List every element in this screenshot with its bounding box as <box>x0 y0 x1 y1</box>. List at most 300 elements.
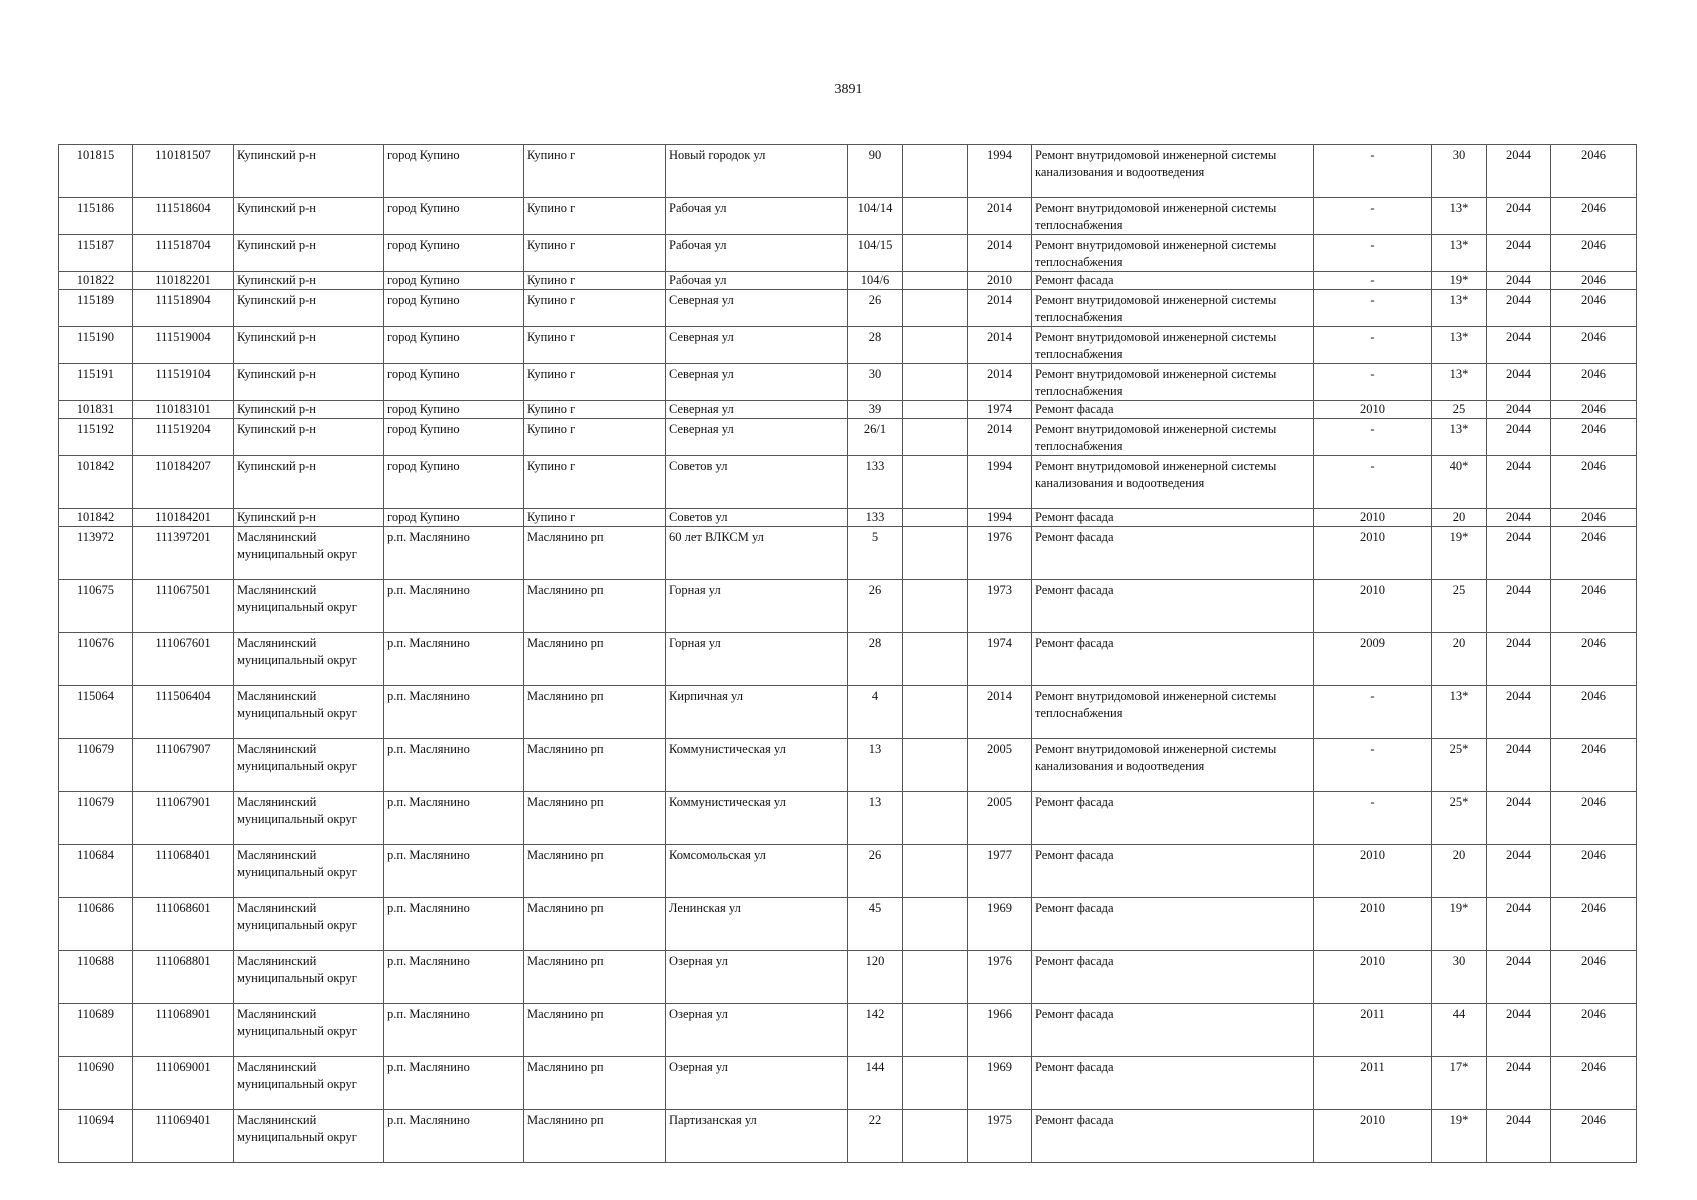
locality-cell: Маслянино рп <box>524 739 666 792</box>
last-repair-year-cell: 2010 <box>1314 951 1432 1004</box>
locality-cell: Маслянино рп <box>524 686 666 739</box>
street-cell: Коммунистическая ул <box>666 792 848 845</box>
empty-cell <box>903 145 968 198</box>
object-code-cell: 111518904 <box>133 290 234 327</box>
page-number: 3891 <box>834 82 863 97</box>
work-type-cell: Ремонт фасада <box>1032 792 1314 845</box>
table-row <box>59 633 1637 686</box>
planned-start-year-cell: 2044 <box>1487 401 1551 419</box>
commissioning-year-cell: 1969 <box>968 898 1032 951</box>
house-number-cell: 133 <box>848 456 903 509</box>
table-row <box>59 739 1637 792</box>
table-row <box>59 1057 1637 1110</box>
locality-cell: Купино г <box>524 327 666 364</box>
wear-percent-cell: 19* <box>1432 898 1487 951</box>
planned-end-year-cell: 2046 <box>1551 527 1637 580</box>
object-id-cell: 115064 <box>59 686 133 739</box>
table-row <box>59 290 1637 327</box>
municipality-cell: город Купино <box>384 419 524 456</box>
last-repair-year-cell: 2010 <box>1314 898 1432 951</box>
house-number-cell: 133 <box>848 509 903 527</box>
table-row <box>59 272 1637 290</box>
house-number-cell: 26/1 <box>848 419 903 456</box>
work-type-cell: Ремонт внутридомовой инженерной системы канализования и водоотведения <box>1032 456 1314 509</box>
planned-start-year-cell: 2044 <box>1487 527 1551 580</box>
work-type-cell: Ремонт фасада <box>1032 1004 1314 1057</box>
planned-end-year-cell: 2046 <box>1551 1004 1637 1057</box>
locality-cell: Купино г <box>524 456 666 509</box>
empty-cell <box>903 580 968 633</box>
last-repair-year-cell: 2010 <box>1314 845 1432 898</box>
street-cell: Партизанская ул <box>666 1110 848 1163</box>
planned-end-year-cell: 2046 <box>1551 1110 1637 1163</box>
table-row <box>59 419 1637 456</box>
commissioning-year-cell: 1975 <box>968 1110 1032 1163</box>
last-repair-year-cell: 2011 <box>1314 1004 1432 1057</box>
object-code-cell: 111518704 <box>133 235 234 272</box>
street-cell: Коммунистическая ул <box>666 739 848 792</box>
empty-cell <box>903 898 968 951</box>
house-number-cell: 144 <box>848 1057 903 1110</box>
street-cell: Советов ул <box>666 509 848 527</box>
object-code-cell: 111069001 <box>133 1057 234 1110</box>
object-id-cell: 110694 <box>59 1110 133 1163</box>
wear-percent-cell: 40* <box>1432 456 1487 509</box>
object-code-cell: 111068401 <box>133 845 234 898</box>
planned-end-year-cell: 2046 <box>1551 509 1637 527</box>
planned-start-year-cell: 2044 <box>1487 198 1551 235</box>
object-id-cell: 110676 <box>59 633 133 686</box>
object-code-cell: 111397201 <box>133 527 234 580</box>
empty-cell <box>903 686 968 739</box>
table-row <box>59 792 1637 845</box>
object-id-cell: 110675 <box>59 580 133 633</box>
district-cell: Купинский р-н <box>234 364 384 401</box>
house-number-cell: 26 <box>848 845 903 898</box>
house-number-cell: 142 <box>848 1004 903 1057</box>
commissioning-year-cell: 1974 <box>968 633 1032 686</box>
object-id-cell: 110679 <box>59 739 133 792</box>
municipality-cell: р.п. Маслянино <box>384 1057 524 1110</box>
municipality-cell: р.п. Маслянино <box>384 1004 524 1057</box>
municipality-cell: город Купино <box>384 272 524 290</box>
district-cell: Маслянинский муниципальный округ <box>234 845 384 898</box>
district-cell: Купинский р-н <box>234 145 384 198</box>
work-type-cell: Ремонт внутридомовой инженерной системы канализования и водоотведения <box>1032 145 1314 198</box>
planned-start-year-cell: 2044 <box>1487 951 1551 1004</box>
table-row <box>59 456 1637 509</box>
wear-percent-cell: 19* <box>1432 1110 1487 1163</box>
district-cell: Купинский р-н <box>234 327 384 364</box>
work-type-cell: Ремонт фасада <box>1032 951 1314 1004</box>
last-repair-year-cell: 2010 <box>1314 527 1432 580</box>
commissioning-year-cell: 1994 <box>968 456 1032 509</box>
table-row <box>59 1004 1637 1057</box>
last-repair-year-cell: 2010 <box>1314 580 1432 633</box>
object-code-cell: 111068601 <box>133 898 234 951</box>
work-type-cell: Ремонт фасада <box>1032 1057 1314 1110</box>
planned-end-year-cell: 2046 <box>1551 145 1637 198</box>
empty-cell <box>903 419 968 456</box>
locality-cell: Маслянино рп <box>524 633 666 686</box>
last-repair-year-cell: - <box>1314 792 1432 845</box>
object-id-cell: 101831 <box>59 401 133 419</box>
locality-cell: Купино г <box>524 401 666 419</box>
wear-percent-cell: 25* <box>1432 739 1487 792</box>
street-cell: Северная ул <box>666 401 848 419</box>
street-cell: Советов ул <box>666 456 848 509</box>
work-type-cell: Ремонт фасада <box>1032 845 1314 898</box>
planned-end-year-cell: 2046 <box>1551 580 1637 633</box>
object-code-cell: 110183101 <box>133 401 234 419</box>
table-row <box>59 364 1637 401</box>
planned-end-year-cell: 2046 <box>1551 845 1637 898</box>
commissioning-year-cell: 1977 <box>968 845 1032 898</box>
locality-cell: Купино г <box>524 509 666 527</box>
object-code-cell: 111068901 <box>133 1004 234 1057</box>
object-id-cell: 110689 <box>59 1004 133 1057</box>
planned-end-year-cell: 2046 <box>1551 951 1637 1004</box>
wear-percent-cell: 25* <box>1432 792 1487 845</box>
municipality-cell: город Купино <box>384 401 524 419</box>
municipality-cell: город Купино <box>384 198 524 235</box>
commissioning-year-cell: 2014 <box>968 235 1032 272</box>
street-cell: Озерная ул <box>666 951 848 1004</box>
planned-end-year-cell: 2046 <box>1551 290 1637 327</box>
municipality-cell: р.п. Маслянино <box>384 739 524 792</box>
object-id-cell: 115186 <box>59 198 133 235</box>
planned-end-year-cell: 2046 <box>1551 898 1637 951</box>
planned-start-year-cell: 2044 <box>1487 327 1551 364</box>
house-number-cell: 39 <box>848 401 903 419</box>
table-row <box>59 686 1637 739</box>
district-cell: Маслянинский муниципальный округ <box>234 1057 384 1110</box>
municipality-cell: р.п. Маслянино <box>384 1110 524 1163</box>
object-code-cell: 111069401 <box>133 1110 234 1163</box>
commissioning-year-cell: 2005 <box>968 739 1032 792</box>
object-code-cell: 111067601 <box>133 633 234 686</box>
locality-cell: Маслянино рп <box>524 951 666 1004</box>
house-number-cell: 45 <box>848 898 903 951</box>
last-repair-year-cell: - <box>1314 327 1432 364</box>
municipality-cell: город Купино <box>384 509 524 527</box>
last-repair-year-cell: - <box>1314 272 1432 290</box>
planned-end-year-cell: 2046 <box>1551 456 1637 509</box>
municipality-cell: город Купино <box>384 145 524 198</box>
locality-cell: Маслянино рп <box>524 1057 666 1110</box>
registry-table <box>58 144 1637 1163</box>
wear-percent-cell: 13* <box>1432 364 1487 401</box>
object-id-cell: 101842 <box>59 456 133 509</box>
house-number-cell: 28 <box>848 327 903 364</box>
house-number-cell: 104/6 <box>848 272 903 290</box>
locality-cell: Маслянино рп <box>524 527 666 580</box>
wear-percent-cell: 44 <box>1432 1004 1487 1057</box>
empty-cell <box>903 509 968 527</box>
last-repair-year-cell: 2009 <box>1314 633 1432 686</box>
table-row <box>59 509 1637 527</box>
district-cell: Купинский р-н <box>234 401 384 419</box>
object-id-cell: 115192 <box>59 419 133 456</box>
district-cell: Купинский р-н <box>234 290 384 327</box>
wear-percent-cell: 30 <box>1432 145 1487 198</box>
municipality-cell: р.п. Маслянино <box>384 951 524 1004</box>
district-cell: Маслянинский муниципальный округ <box>234 792 384 845</box>
municipality-cell: р.п. Маслянино <box>384 686 524 739</box>
municipality-cell: р.п. Маслянино <box>384 580 524 633</box>
commissioning-year-cell: 1976 <box>968 527 1032 580</box>
wear-percent-cell: 13* <box>1432 198 1487 235</box>
planned-start-year-cell: 2044 <box>1487 739 1551 792</box>
object-id-cell: 101815 <box>59 145 133 198</box>
commissioning-year-cell: 1966 <box>968 1004 1032 1057</box>
locality-cell: Маслянино рп <box>524 580 666 633</box>
planned-start-year-cell: 2044 <box>1487 364 1551 401</box>
empty-cell <box>903 527 968 580</box>
district-cell: Маслянинский муниципальный округ <box>234 580 384 633</box>
street-cell: Кирпичная ул <box>666 686 848 739</box>
house-number-cell: 28 <box>848 633 903 686</box>
planned-start-year-cell: 2044 <box>1487 1004 1551 1057</box>
last-repair-year-cell: - <box>1314 235 1432 272</box>
empty-cell <box>903 951 968 1004</box>
wear-percent-cell: 13* <box>1432 419 1487 456</box>
municipality-cell: город Купино <box>384 364 524 401</box>
planned-start-year-cell: 2044 <box>1487 633 1551 686</box>
planned-start-year-cell: 2044 <box>1487 145 1551 198</box>
planned-start-year-cell: 2044 <box>1487 1057 1551 1110</box>
commissioning-year-cell: 2014 <box>968 327 1032 364</box>
commissioning-year-cell: 2014 <box>968 290 1032 327</box>
object-id-cell: 115189 <box>59 290 133 327</box>
work-type-cell: Ремонт фасада <box>1032 509 1314 527</box>
municipality-cell: р.п. Маслянино <box>384 633 524 686</box>
planned-end-year-cell: 2046 <box>1551 739 1637 792</box>
object-id-cell: 110679 <box>59 792 133 845</box>
last-repair-year-cell: 2010 <box>1314 509 1432 527</box>
object-code-cell: 110181507 <box>133 145 234 198</box>
planned-start-year-cell: 2044 <box>1487 1110 1551 1163</box>
work-type-cell: Ремонт фасада <box>1032 580 1314 633</box>
wear-percent-cell: 20 <box>1432 845 1487 898</box>
object-code-cell: 111067907 <box>133 739 234 792</box>
work-type-cell: Ремонт фасада <box>1032 401 1314 419</box>
street-cell: Озерная ул <box>666 1004 848 1057</box>
empty-cell <box>903 364 968 401</box>
locality-cell: Маслянино рп <box>524 792 666 845</box>
table-row <box>59 845 1637 898</box>
house-number-cell: 26 <box>848 290 903 327</box>
planned-start-year-cell: 2044 <box>1487 272 1551 290</box>
table-row <box>59 951 1637 1004</box>
work-type-cell: Ремонт фасада <box>1032 1110 1314 1163</box>
work-type-cell: Ремонт внутридомовой инженерной системы теплоснабжения <box>1032 198 1314 235</box>
work-type-cell: Ремонт внутридомовой инженерной системы канализования и водоотведения <box>1032 739 1314 792</box>
district-cell: Маслянинский муниципальный округ <box>234 527 384 580</box>
table-row <box>59 235 1637 272</box>
planned-end-year-cell: 2046 <box>1551 272 1637 290</box>
wear-percent-cell: 19* <box>1432 527 1487 580</box>
object-id-cell: 101822 <box>59 272 133 290</box>
empty-cell <box>903 235 968 272</box>
table-row <box>59 1110 1637 1163</box>
house-number-cell: 5 <box>848 527 903 580</box>
planned-start-year-cell: 2044 <box>1487 686 1551 739</box>
work-type-cell: Ремонт фасада <box>1032 527 1314 580</box>
house-number-cell: 104/15 <box>848 235 903 272</box>
planned-start-year-cell: 2044 <box>1487 792 1551 845</box>
table-row <box>59 527 1637 580</box>
house-number-cell: 30 <box>848 364 903 401</box>
commissioning-year-cell: 2010 <box>968 272 1032 290</box>
commissioning-year-cell: 2014 <box>968 686 1032 739</box>
empty-cell <box>903 739 968 792</box>
work-type-cell: Ремонт внутридомовой инженерной системы теплоснабжения <box>1032 235 1314 272</box>
object-id-cell: 101842 <box>59 509 133 527</box>
planned-start-year-cell: 2044 <box>1487 419 1551 456</box>
planned-start-year-cell: 2044 <box>1487 580 1551 633</box>
planned-end-year-cell: 2046 <box>1551 327 1637 364</box>
district-cell: Маслянинский муниципальный округ <box>234 898 384 951</box>
house-number-cell: 22 <box>848 1110 903 1163</box>
work-type-cell: Ремонт фасада <box>1032 898 1314 951</box>
empty-cell <box>903 198 968 235</box>
object-id-cell: 115187 <box>59 235 133 272</box>
planned-end-year-cell: 2046 <box>1551 198 1637 235</box>
object-id-cell: 115191 <box>59 364 133 401</box>
district-cell: Купинский р-н <box>234 509 384 527</box>
municipality-cell: город Купино <box>384 327 524 364</box>
last-repair-year-cell: - <box>1314 198 1432 235</box>
municipality-cell: город Купино <box>384 290 524 327</box>
street-cell: Северная ул <box>666 290 848 327</box>
wear-percent-cell: 13* <box>1432 235 1487 272</box>
object-id-cell: 110688 <box>59 951 133 1004</box>
street-cell: Рабочая ул <box>666 235 848 272</box>
object-code-cell: 110184201 <box>133 509 234 527</box>
planned-start-year-cell: 2044 <box>1487 235 1551 272</box>
last-repair-year-cell: - <box>1314 686 1432 739</box>
table-row <box>59 580 1637 633</box>
table-row <box>59 198 1637 235</box>
district-cell: Маслянинский муниципальный округ <box>234 1004 384 1057</box>
street-cell: Северная ул <box>666 327 848 364</box>
house-number-cell: 13 <box>848 739 903 792</box>
planned-start-year-cell: 2044 <box>1487 898 1551 951</box>
wear-percent-cell: 13* <box>1432 327 1487 364</box>
municipality-cell: р.п. Маслянино <box>384 898 524 951</box>
street-cell: Горная ул <box>666 580 848 633</box>
locality-cell: Купино г <box>524 235 666 272</box>
street-cell: Горная ул <box>666 633 848 686</box>
locality-cell: Купино г <box>524 145 666 198</box>
planned-start-year-cell: 2044 <box>1487 456 1551 509</box>
house-number-cell: 104/14 <box>848 198 903 235</box>
municipality-cell: р.п. Маслянино <box>384 527 524 580</box>
object-code-cell: 111519104 <box>133 364 234 401</box>
commissioning-year-cell: 2014 <box>968 419 1032 456</box>
district-cell: Купинский р-н <box>234 456 384 509</box>
planned-end-year-cell: 2046 <box>1551 364 1637 401</box>
work-type-cell: Ремонт внутридомовой инженерной системы теплоснабжения <box>1032 290 1314 327</box>
work-type-cell: Ремонт внутридомовой инженерной системы теплоснабжения <box>1032 419 1314 456</box>
object-id-cell: 115190 <box>59 327 133 364</box>
planned-end-year-cell: 2046 <box>1551 686 1637 739</box>
empty-cell <box>903 633 968 686</box>
commissioning-year-cell: 2005 <box>968 792 1032 845</box>
last-repair-year-cell: - <box>1314 739 1432 792</box>
table-row <box>59 145 1637 198</box>
table-row <box>59 327 1637 364</box>
empty-cell <box>903 792 968 845</box>
last-repair-year-cell: 2010 <box>1314 1110 1432 1163</box>
locality-cell: Маслянино рп <box>524 1004 666 1057</box>
object-code-cell: 111518604 <box>133 198 234 235</box>
district-cell: Маслянинский муниципальный округ <box>234 951 384 1004</box>
locality-cell: Купино г <box>524 272 666 290</box>
work-type-cell: Ремонт внутридомовой инженерной системы теплоснабжения <box>1032 364 1314 401</box>
street-cell: Рабочая ул <box>666 272 848 290</box>
planned-end-year-cell: 2046 <box>1551 235 1637 272</box>
locality-cell: Купино г <box>524 364 666 401</box>
wear-percent-cell: 20 <box>1432 509 1487 527</box>
planned-end-year-cell: 2046 <box>1551 633 1637 686</box>
district-cell: Купинский р-н <box>234 419 384 456</box>
municipality-cell: р.п. Маслянино <box>384 845 524 898</box>
empty-cell <box>903 401 968 419</box>
last-repair-year-cell: 2010 <box>1314 401 1432 419</box>
empty-cell <box>903 456 968 509</box>
house-number-cell: 26 <box>848 580 903 633</box>
object-id-cell: 110686 <box>59 898 133 951</box>
object-code-cell: 111067901 <box>133 792 234 845</box>
work-type-cell: Ремонт фасада <box>1032 272 1314 290</box>
district-cell: Купинский р-н <box>234 198 384 235</box>
locality-cell: Маслянино рп <box>524 845 666 898</box>
empty-cell <box>903 1110 968 1163</box>
planned-start-year-cell: 2044 <box>1487 845 1551 898</box>
house-number-cell: 13 <box>848 792 903 845</box>
wear-percent-cell: 30 <box>1432 951 1487 1004</box>
planned-end-year-cell: 2046 <box>1551 419 1637 456</box>
planned-start-year-cell: 2044 <box>1487 509 1551 527</box>
house-number-cell: 120 <box>848 951 903 1004</box>
table-row <box>59 401 1637 419</box>
commissioning-year-cell: 1994 <box>968 509 1032 527</box>
locality-cell: Маслянино рп <box>524 1110 666 1163</box>
object-code-cell: 111519004 <box>133 327 234 364</box>
district-cell: Маслянинский муниципальный округ <box>234 633 384 686</box>
last-repair-year-cell: 2011 <box>1314 1057 1432 1110</box>
planned-start-year-cell: 2044 <box>1487 290 1551 327</box>
commissioning-year-cell: 1974 <box>968 401 1032 419</box>
empty-cell <box>903 845 968 898</box>
last-repair-year-cell: - <box>1314 419 1432 456</box>
commissioning-year-cell: 1969 <box>968 1057 1032 1110</box>
district-cell: Маслянинский муниципальный округ <box>234 1110 384 1163</box>
street-cell: Озерная ул <box>666 1057 848 1110</box>
commissioning-year-cell: 2014 <box>968 364 1032 401</box>
planned-end-year-cell: 2046 <box>1551 401 1637 419</box>
object-id-cell: 110684 <box>59 845 133 898</box>
planned-end-year-cell: 2046 <box>1551 1057 1637 1110</box>
empty-cell <box>903 290 968 327</box>
district-cell: Маслянинский муниципальный округ <box>234 686 384 739</box>
wear-percent-cell: 13* <box>1432 686 1487 739</box>
commissioning-year-cell: 1976 <box>968 951 1032 1004</box>
last-repair-year-cell: - <box>1314 456 1432 509</box>
street-cell: 60 лет ВЛКСМ ул <box>666 527 848 580</box>
